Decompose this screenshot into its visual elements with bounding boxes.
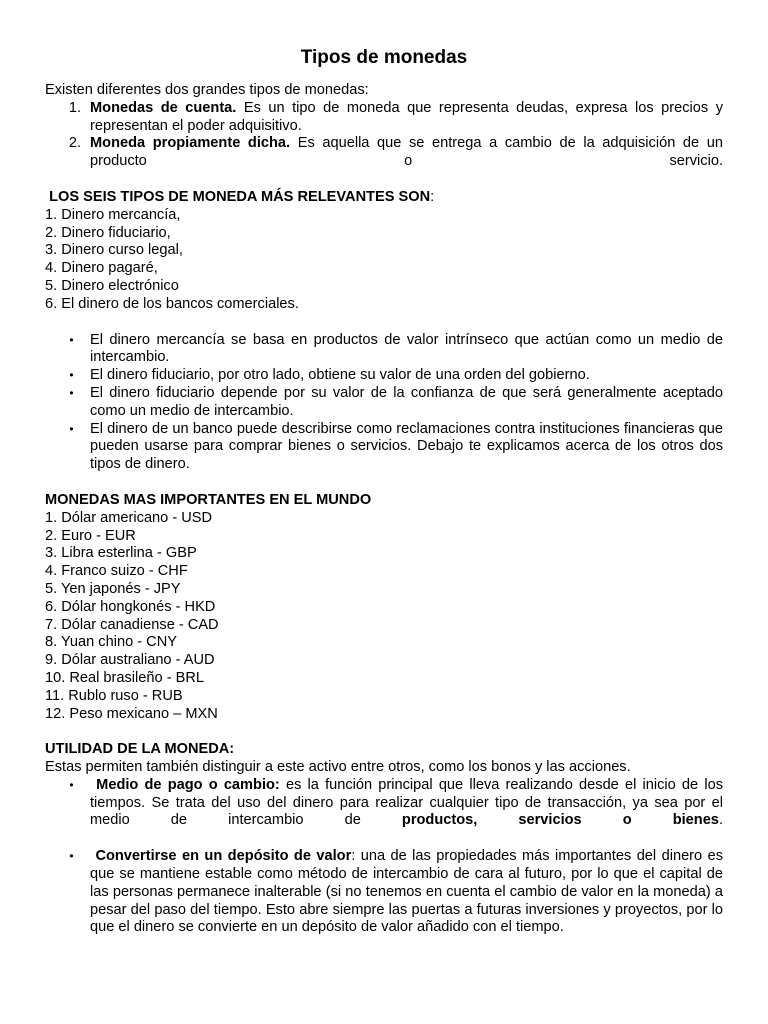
- currency-item: 9. Dólar australiano - AUD: [45, 652, 215, 669]
- term: Medio de pago o cambio:: [96, 776, 280, 793]
- list-item: 3. Dinero curso legal,: [45, 242, 183, 259]
- list-item: 1. Dinero mercancía,: [45, 206, 181, 223]
- currency-item: 1. Dólar americano - USD: [45, 509, 213, 526]
- list-text: [90, 100, 723, 136]
- bullet-text: [90, 848, 723, 937]
- utility-list: [45, 777, 723, 830]
- section-heading: MONEDAS MAS IMPORTANTES EN EL MUNDO: [45, 491, 372, 508]
- currency-item: 6. Dólar hongkonés - HKD: [45, 598, 216, 615]
- definition: es la función principal que lleva realizando desde el inicio de los tiempos. Se trata del uso del dinero para realizar cualquier tipo de transacción, ya sea por el medio de intercambio de: [90, 776, 723, 829]
- term: productos, servicios o bienes: [401, 812, 719, 829]
- bullet-icon: •: [69, 849, 74, 864]
- bullet-icon: •: [69, 385, 74, 400]
- list-item: [45, 135, 723, 171]
- money-kinds-list: [45, 100, 723, 171]
- bullet-icon: •: [69, 421, 74, 436]
- bullet-text: El dinero fiduciario, por otro lado, obtiene su valor de una orden del gobierno.: [90, 367, 590, 384]
- section-heading: UTILIDAD DE LA MONEDA:: [45, 741, 235, 758]
- list-item: 4. Dinero pagaré,: [45, 260, 158, 277]
- utility-intro: Estas permiten también distinguir a este activo entre otros, como los bonos y las acciones.: [45, 759, 631, 776]
- currency-item: 12. Peso mexicano – MXN: [45, 705, 218, 722]
- bullet-text: El dinero mercancía se basa en productos de valor intrínseco que actúan como un medio de intercambio.: [90, 331, 723, 366]
- list-item: [45, 100, 723, 136]
- bullet-item: [45, 385, 723, 421]
- currency-item: 8. Yuan chino - CNY: [45, 634, 177, 651]
- currency-item: 3. Libra esterlina - GBP: [45, 545, 197, 562]
- term: Convertirse en un depósito de valor: [95, 848, 352, 865]
- list-item: 2. Dinero fiduciario,: [45, 224, 171, 241]
- currency-item: 4. Franco suizo - CHF: [45, 563, 188, 580]
- money-explanations-list: [45, 332, 723, 474]
- section-heading: LOS SEIS TIPOS DE MONEDA MÁS RELEVANTES SON: [49, 188, 431, 205]
- list-item: 6. El dinero de los bancos comerciales.: [45, 295, 299, 312]
- term: Moneda propiamente dicha.: [90, 135, 291, 152]
- currency-item: 11. Rublo ruso - RUB: [45, 687, 183, 704]
- currency-item: 7. Dólar canadiense - CAD: [45, 616, 219, 633]
- definition: : una de las propiedades más importantes del dinero es que se mantiene estable como método de intercambio de cara al futuro, por lo que el capital de las personas permanece inalterable (si no tenemos en cuenta el cambio de valor en la moneda) a pesar del paso del tiempo. Esto abre siempre las puertas a futuras inversiones y proyectos, por lo que el dinero se convierte en un depósito de valor añadido con el tiempo.: [90, 848, 723, 936]
- spacer: [45, 723, 723, 741]
- bullet-text: El dinero fiduciario depende por su valor de la confianza de que será generalmente aceptado como un medio de intercambio.: [90, 384, 723, 419]
- utility-list-2: [45, 848, 723, 937]
- definition: Es un tipo de moneda que representa deudas, expresa los precios y representan el poder adquisitivo.: [90, 99, 723, 134]
- six-types-heading-line: [45, 189, 723, 207]
- list-number: 1.: [68, 99, 81, 116]
- list-number: 2.: [68, 135, 81, 152]
- term: Monedas de cuenta.: [90, 99, 237, 116]
- heading-colon: :: [430, 188, 435, 205]
- bullet-icon: •: [69, 777, 74, 792]
- bullet-item: [45, 848, 723, 937]
- page-title: Tipos de monedas: [300, 47, 468, 68]
- spacer: [45, 474, 723, 492]
- definition: Es aquella que se entrega a cambio de la adquisición de un producto o servicio.: [90, 135, 723, 170]
- list-item: 5. Dinero electrónico: [45, 277, 179, 294]
- currency-item: 5. Yen japonés - JPY: [45, 580, 181, 597]
- bullet-item: [45, 367, 723, 385]
- bullet-item: [45, 332, 723, 368]
- currency-item: 2. Euro - EUR: [45, 527, 136, 544]
- bullet-text: [90, 777, 723, 830]
- bullet-item: [45, 421, 723, 474]
- currency-item: 10. Real brasileño - BRL: [45, 669, 204, 686]
- bullet-item: [45, 777, 723, 830]
- spacer: [45, 171, 723, 189]
- document-body: [45, 46, 723, 937]
- definition-end: .: [718, 812, 723, 829]
- intro-text: Existen diferentes dos grandes tipos de monedas:: [45, 82, 369, 98]
- spacer: [45, 314, 723, 332]
- list-text: [90, 135, 723, 171]
- bullet-text: El dinero de un banco puede describirse como reclamaciones contra instituciones financieras que pueden usarse para comprar bienes o servicios. Debajo te explicamos acerca de los otros dos tipos de dinero.: [90, 420, 723, 473]
- bullet-icon: •: [69, 332, 74, 347]
- bullet-icon: •: [69, 368, 74, 383]
- spacer: [45, 830, 723, 848]
